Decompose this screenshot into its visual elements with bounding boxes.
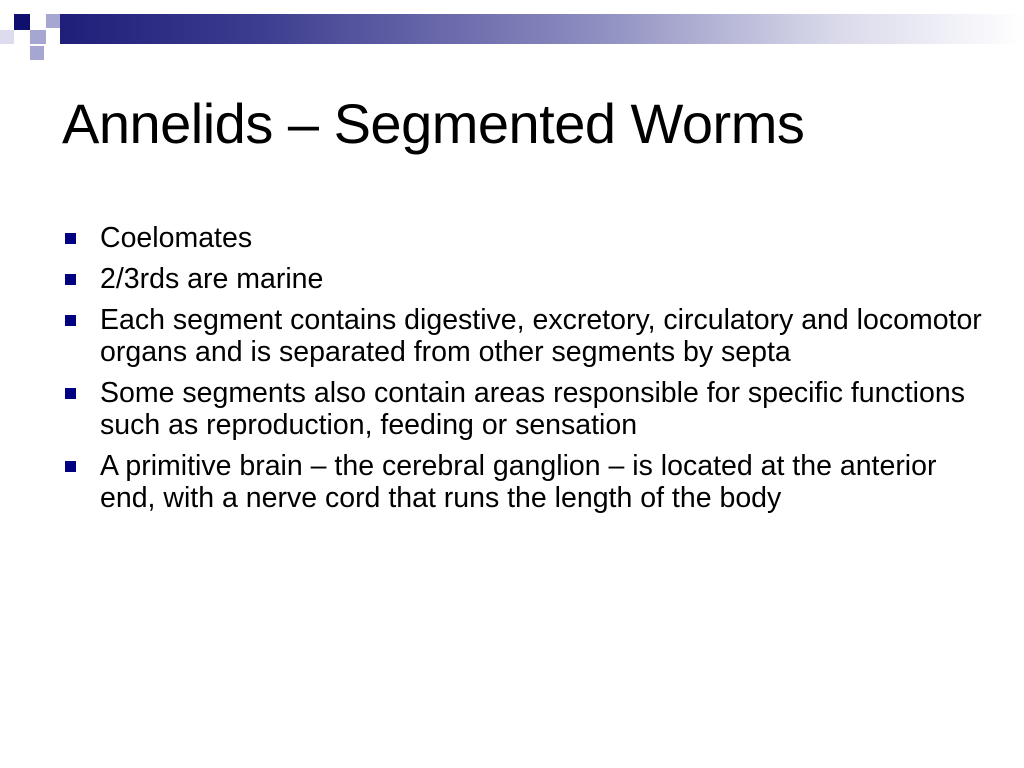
bullet-text: A primitive brain – the cerebral ganglion – is located at the anterior end, with a nerve cord that runs the length of the body bbox=[100, 450, 937, 514]
header-gradient-bar bbox=[60, 14, 1024, 44]
bullet-item bbox=[62, 450, 982, 514]
bullet-text: Each segment contains digestive, excretory, circulatory and locomotor organs and is separated from other segments by septa bbox=[100, 304, 982, 368]
bullet-item bbox=[62, 263, 982, 295]
square-bullet-icon bbox=[65, 233, 76, 244]
bullet-item bbox=[62, 304, 982, 368]
square-bullet-icon bbox=[65, 461, 76, 472]
square-bullet-icon bbox=[65, 388, 76, 399]
bullet-item bbox=[62, 222, 982, 254]
decor-square bbox=[14, 44, 28, 58]
decor-square bbox=[0, 30, 14, 44]
bullet-text: Some segments also contain areas responsible for specific functions such as reproduction, feeding or sensation bbox=[100, 377, 965, 441]
square-bullet-icon bbox=[65, 274, 76, 285]
bullet-text: 2/3rds are marine bbox=[100, 263, 324, 295]
decor-square bbox=[46, 30, 60, 44]
decor-square bbox=[14, 14, 30, 30]
square-bullet-icon bbox=[65, 315, 76, 326]
decor-square bbox=[30, 30, 46, 44]
bullet-item bbox=[62, 377, 982, 441]
bullet-text: Coelomates bbox=[100, 222, 253, 254]
bullet-list bbox=[62, 222, 982, 523]
decor-square bbox=[46, 14, 60, 28]
slide-title: Annelids – Segmented Worms bbox=[62, 92, 805, 155]
decor-square bbox=[30, 46, 44, 60]
